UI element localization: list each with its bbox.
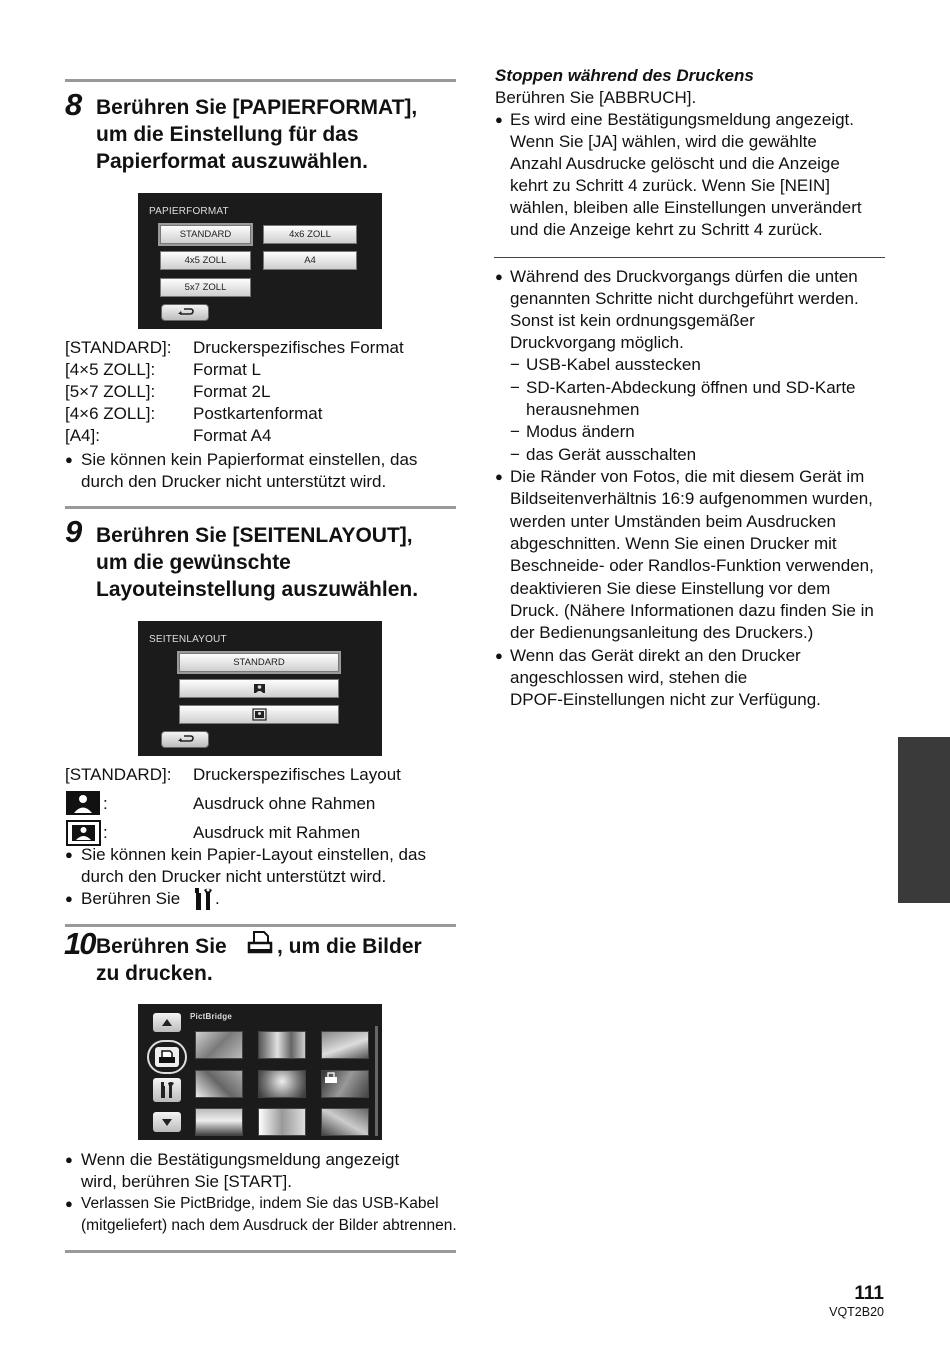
definition-desc: Druckerspezifisches Layout [193,765,401,784]
print-button[interactable] [147,1040,187,1074]
paragraph-line: kehrt zu Schritt 4 zurück. Wenn Sie [NEIN] [510,176,830,195]
step-9-heading-line: Layouteinstellung auszuwählen. [96,578,419,601]
back-button[interactable] [161,304,209,321]
definition-desc: Format A4 [193,426,272,445]
screen-title: PAPIERFORMAT [149,206,229,217]
seitenlayout-screen [138,621,382,756]
standard-button[interactable]: STANDARD [160,225,251,244]
scroll-down-button[interactable] [153,1112,181,1132]
return-arrow-icon [162,732,208,747]
bullet-icon: ● [65,452,73,467]
photo-thumbnail[interactable] [321,1070,369,1098]
paragraph-line: werden unter Umständen beim Ausdrucken [510,512,837,531]
paragraph-line: Wenn Sie [JA] wählen, wird die gewählte [510,132,817,151]
note-line: Verlassen Sie PictBridge, indem Sie das USB-Kabel [81,1195,439,1212]
note-line: durch den Drucker nicht unterstützt wird. [81,472,387,491]
definition-desc: Ausdruck ohne Rahmen [193,794,376,813]
scrollbar[interactable] [375,1026,378,1136]
step-9-heading-line: um die gewünschte [96,551,291,574]
section-divider [65,1250,456,1253]
paragraph-line: Während des Druckvorgangs dürfen die unten [510,267,858,286]
stop-heading: Stoppen während des Druckens [495,66,754,85]
back-button[interactable] [161,731,209,748]
step-8-heading-line: um die Einstellung für das [96,123,359,146]
down-arrow-icon [153,1112,181,1132]
dash-item: herausnehmen [526,400,640,419]
bullet-icon: ● [495,648,503,663]
bullet-icon: ● [495,112,503,127]
step-10-heading-line: , um die Bilder [277,935,422,958]
dash-item: SD-Karten-Abdeckung öffnen und SD-Karte [526,378,856,397]
note-line: (mitgeliefert) nach dem Ausdruck der Bilder abtrennen. [81,1217,457,1234]
4x6-zoll-button[interactable]: 4x6 ZOLL [263,225,357,244]
bordered-print-icon [66,820,102,846]
section-divider [65,79,456,82]
settings-button[interactable] [153,1078,181,1102]
up-arrow-icon [153,1013,181,1032]
dash-mark: − [510,378,520,397]
note-line-end: . [215,889,220,908]
note-line: Berühren Sie [81,889,181,908]
definition-term: [4×6 ZOLL]: [65,404,156,423]
dash-mark: − [510,355,520,374]
paragraph-line: Beschneide- oder Randlos-Funktion verwenden, [510,556,874,575]
return-arrow-icon [162,305,208,320]
photo-thumbnail[interactable] [258,1070,306,1098]
dash-item: das Gerät ausschalten [526,445,697,464]
photo-thumbnail[interactable] [195,1070,243,1098]
dash-item: USB-Kabel ausstecken [526,355,701,374]
tools-icon [193,886,214,912]
step-10-number: 10 [64,926,95,961]
paragraph-line: wählen, bleiben alle Einstellungen unverändert [510,198,862,217]
photo-thumbnail[interactable] [195,1031,243,1059]
photo-thumbnail[interactable] [195,1108,243,1136]
standard-layout-button[interactable]: STANDARD [179,653,339,672]
step-9-number: 9 [65,514,83,549]
bordered-layout-button[interactable] [179,705,339,724]
dash-item: Modus ändern [526,422,635,441]
page-number: 111 [854,1283,884,1304]
screen-title: PictBridge [190,1012,233,1021]
definition-desc: Format L [193,360,262,379]
photo-thumbnail[interactable] [321,1031,369,1059]
paragraph-line: Wenn das Gerät direkt an den Drucker [510,646,801,665]
paragraph-line: abgeschnitten. Wenn Sie einen Drucker mit [510,534,837,553]
4x5-zoll-button[interactable]: 4x5 ZOLL [160,251,251,270]
paragraph-line: Es wird eine Bestätigungsmeldung angezeigt. [510,110,854,129]
5x7-zoll-button[interactable]: 5x7 ZOLL [160,278,251,297]
paragraph-line: Anzahl Ausdrucke gelöscht und die Anzeige [510,154,840,173]
bullet-icon: ● [65,891,73,906]
bullet-icon: ● [65,1196,73,1211]
step-8-heading-line: Papierformat auszuwählen. [96,150,368,173]
paragraph-line: angeschlossen wird, stehen die [510,668,748,687]
note-line: Wenn die Bestätigungsmeldung angezeigt [81,1150,400,1169]
paragraph-line: Sonst ist kein ordnungsgemäßer [510,311,755,330]
chapter-tab [898,737,950,903]
tools-icon [153,1078,181,1102]
definition-term: [STANDARD]: [65,338,172,357]
paragraph-line: Druck. (Nähere Informationen dazu finden Sie in [510,601,874,620]
step-9-heading-line: Berühren Sie [SEITENLAYOUT], [96,524,413,547]
definition-term: : [103,823,108,842]
step-8-number: 8 [65,87,83,122]
borderless-layout-button[interactable] [179,679,339,698]
document-code: VQT2B20 [829,1305,884,1319]
paragraph-line: genannten Schritte nicht durchgeführt werden. [510,289,859,308]
definition-desc: Postkartenformat [193,404,323,423]
note-line: Sie können kein Papier-Layout einstellen, das [81,845,426,864]
stop-instruction: Berühren Sie [ABBRUCH]. [495,88,697,107]
definition-term: [5×7 ZOLL]: [65,382,156,401]
definition-desc: Druckerspezifisches Format [193,338,404,357]
paragraph-line: Bildseitenverhältnis 16:9 aufgenommen wurden, [510,489,873,508]
section-divider [65,506,456,509]
print-mark-icon [324,1072,338,1084]
pictbridge-screen [138,1004,382,1140]
paragraph-line: Druckvorgang möglich. [510,333,684,352]
definition-desc: Ausdruck mit Rahmen [193,823,361,842]
photo-thumbnail[interactable] [258,1108,306,1136]
dash-mark: − [510,445,520,464]
note-line: wird, berühren Sie [START]. [81,1172,293,1191]
photo-thumbnail[interactable] [258,1031,306,1059]
bullet-icon: ● [65,1152,73,1167]
scroll-up-button[interactable] [153,1013,181,1032]
a4-button[interactable]: A4 [263,251,357,270]
dash-mark: − [510,422,520,441]
bullet-icon: ● [495,469,503,484]
definition-term: [4×5 ZOLL]: [65,360,156,379]
bullet-icon: ● [495,269,503,284]
paragraph-line: Die Ränder von Fotos, die mit diesem Gerät im [510,467,865,486]
step-10-heading-line: Berühren Sie [96,935,227,958]
screen-title: SEITENLAYOUT [149,634,227,645]
section-divider [65,924,456,927]
paragraph-line: DPOF-Einstellungen nicht zur Verfügung. [510,690,821,709]
borderless-print-icon [180,680,338,697]
definition-desc: Format 2L [193,382,271,401]
note-line: durch den Drucker nicht unterstützt wird. [81,867,387,886]
bullet-icon: ● [65,847,73,862]
definition-term: [A4]: [65,426,100,445]
print-icon [149,1042,185,1072]
definition-term: [STANDARD]: [65,765,172,784]
definition-term: : [103,794,108,813]
bordered-print-icon [180,706,338,723]
step-8-heading-line: Berühren Sie [PAPIERFORMAT], [96,96,418,119]
section-divider [494,257,885,258]
paragraph-line: und die Anzeige kehrt zu Schritt 4 zurück. [510,220,823,239]
paragraph-line: der Bedienungsanleitung des Druckers.) [510,623,814,642]
step-10-heading-line: zu drucken. [96,962,213,985]
photo-thumbnail[interactable] [321,1108,369,1136]
note-line: Sie können kein Papierformat einstellen, das [81,450,418,469]
papierformat-screen [138,193,382,329]
borderless-print-icon [66,791,102,815]
paragraph-line: deaktivieren Sie diese Einstellung vor dem [510,579,831,598]
print-icon [246,929,274,957]
